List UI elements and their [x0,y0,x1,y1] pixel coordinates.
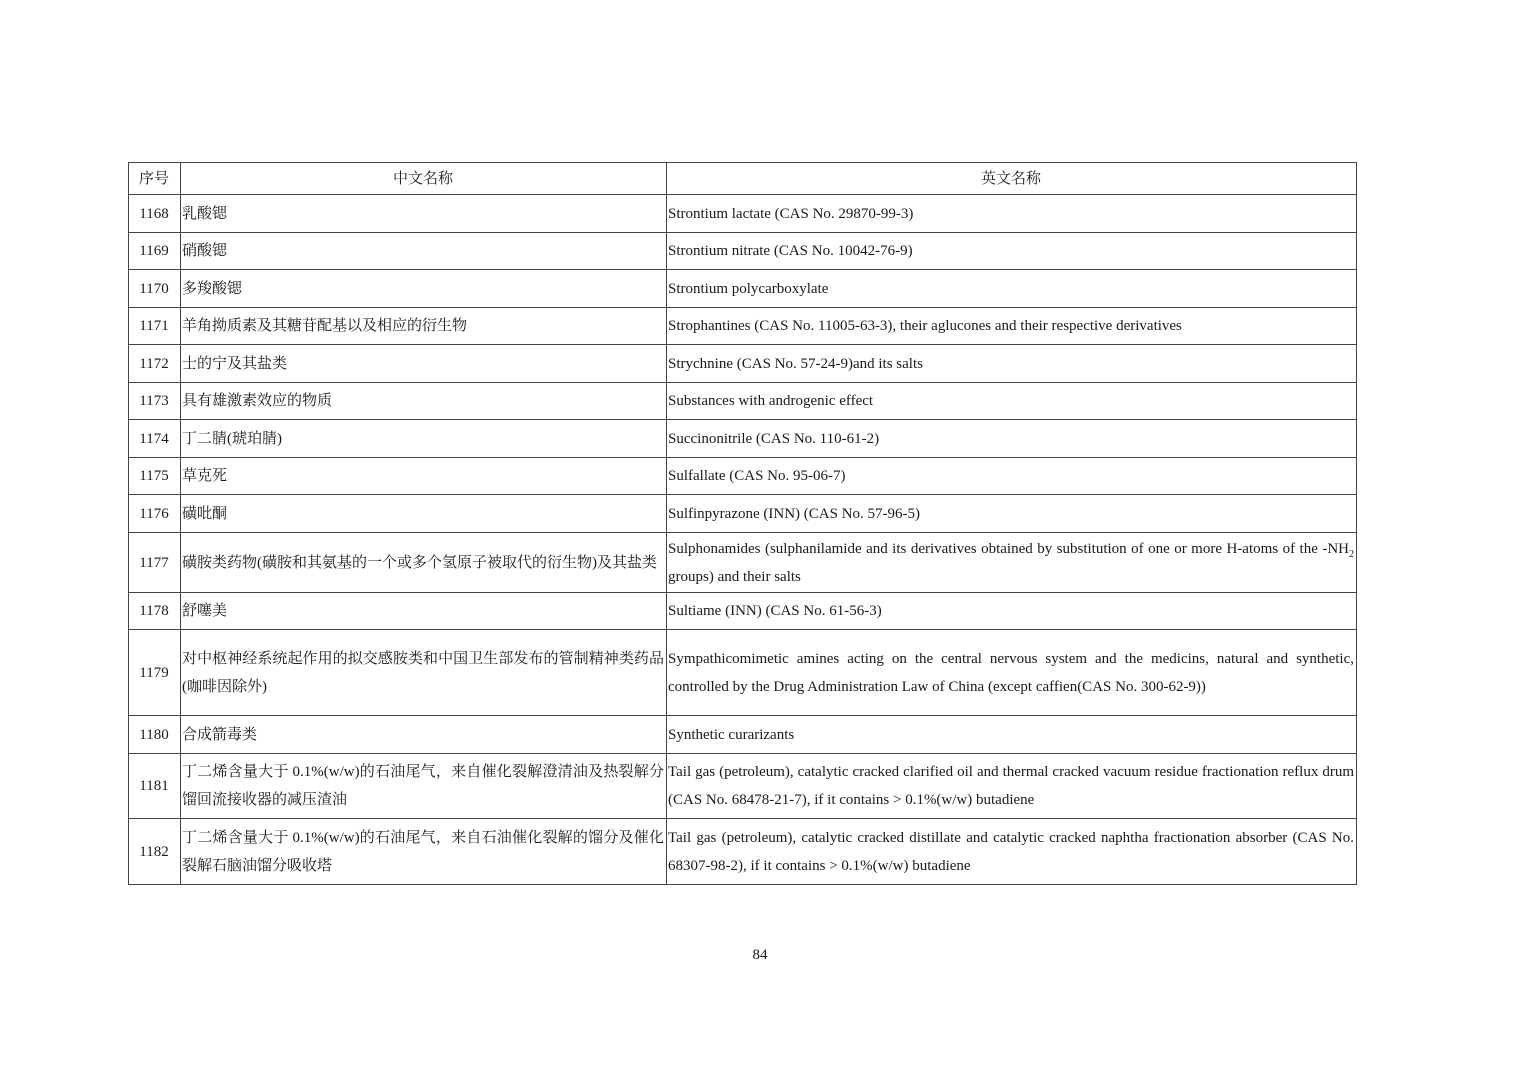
table-row [129,593,1357,630]
english-name: Strontium lactate (CAS No. 29870-99-3) [667,195,1357,233]
row-number: 1173 [129,383,181,420]
english-name-part: groups) and their salts [668,568,801,585]
english-name [667,533,1357,593]
english-name: Sulfallate (CAS No. 95-06-7) [667,458,1357,495]
table-row [129,716,1357,754]
chinese-name: 硝酸锶 [181,233,667,270]
chinese-name: 舒噻美 [181,593,667,630]
row-number: 1170 [129,270,181,308]
english-name: Strontium nitrate (CAS No. 10042-76-9) [667,233,1357,270]
english-name: Tail gas (petroleum), catalytic cracked distillate and catalytic cracked naphtha fractionation absorber (CAS No. 68307-98-2), if it contains > 0.1%(w/w) butadiene [667,819,1357,885]
header-english-name: 英文名称 [667,163,1357,195]
row-number: 1175 [129,458,181,495]
chinese-name: 丁二烯含量大于 0.1%(w/w)的石油尾气，来自催化裂解澄清油及热裂解分馏回流接收器的减压渣油 [181,754,667,819]
row-number: 1171 [129,308,181,345]
row-number: 1177 [129,533,181,593]
english-name: Strophantines (CAS No. 11005-63-3), their aglucones and their respective derivatives [667,308,1357,345]
table-row [129,345,1357,383]
row-number: 1181 [129,754,181,819]
table-row [129,270,1357,308]
english-name: Synthetic curarizants [667,716,1357,754]
chinese-name: 合成箭毒类 [181,716,667,754]
chinese-name: 磺吡酮 [181,495,667,533]
chinese-name: 乳酸锶 [181,195,667,233]
row-number: 1179 [129,630,181,716]
table-row [129,819,1357,885]
row-number: 1172 [129,345,181,383]
english-name: Sympathicomimetic amines acting on the central nervous system and the medicins, natural and synthetic, controlled by the Drug Administration Law of China (except caffien(CAS No. 300-62-9)) [667,630,1357,716]
chinese-name: 丁二腈(琥珀腈) [181,420,667,458]
chinese-name: 对中枢神经系统起作用的拟交感胺类和中国卫生部发布的管制精神类药品(咖啡因除外) [181,630,667,716]
row-number: 1178 [129,593,181,630]
chinese-name: 羊角拗质素及其糖苷配基以及相应的衍生物 [181,308,667,345]
table-row [129,458,1357,495]
chinese-name: 丁二烯含量大于 0.1%(w/w)的石油尾气，来自石油催化裂解的馏分及催化裂解石脑油馏分吸收塔 [181,819,667,885]
table-row [129,420,1357,458]
english-name: Sulfinpyrazone (INN) (CAS No. 57-96-5) [667,495,1357,533]
chinese-name: 草克死 [181,458,667,495]
table-header-row [129,163,1357,195]
table-row [129,308,1357,345]
table-row [129,754,1357,819]
substance-table [128,162,1357,885]
chinese-name: 磺胺类药物(磺胺和其氨基的一个或多个氢原子被取代的衍生物)及其盐类 [181,533,667,593]
table-row [129,233,1357,270]
row-number: 1168 [129,195,181,233]
table-row [129,195,1357,233]
english-name: Substances with androgenic effect [667,383,1357,420]
header-chinese-name: 中文名称 [181,163,667,195]
chinese-name: 士的宁及其盐类 [181,345,667,383]
english-name-part: Sulphonamides (sulphanilamide and its derivatives obtained by substitution of one or more H-atoms of the -NH [668,540,1349,557]
header-number: 序号 [129,163,181,195]
english-name: Strychnine (CAS No. 57-24-9)and its salts [667,345,1357,383]
table-row [129,533,1357,593]
subscript: 2 [1349,548,1354,560]
row-number: 1180 [129,716,181,754]
table-row [129,383,1357,420]
chinese-name: 具有雄激素效应的物质 [181,383,667,420]
row-number: 1182 [129,819,181,885]
english-name: Tail gas (petroleum), catalytic cracked clarified oil and thermal cracked vacuum residue fractionation reflux drum (CAS No. 68478-21-7), if it contains > 0.1%(w/w) butadiene [667,754,1357,819]
page-number: 84 [752,947,768,963]
row-number: 1169 [129,233,181,270]
row-number: 1176 [129,495,181,533]
table-row [129,630,1357,716]
english-name: Strontium polycarboxylate [667,270,1357,308]
english-name: Sultiame (INN) (CAS No. 61-56-3) [667,593,1357,630]
english-name: Succinonitrile (CAS No. 110-61-2) [667,420,1357,458]
table-row [129,495,1357,533]
chinese-name: 多羧酸锶 [181,270,667,308]
row-number: 1174 [129,420,181,458]
